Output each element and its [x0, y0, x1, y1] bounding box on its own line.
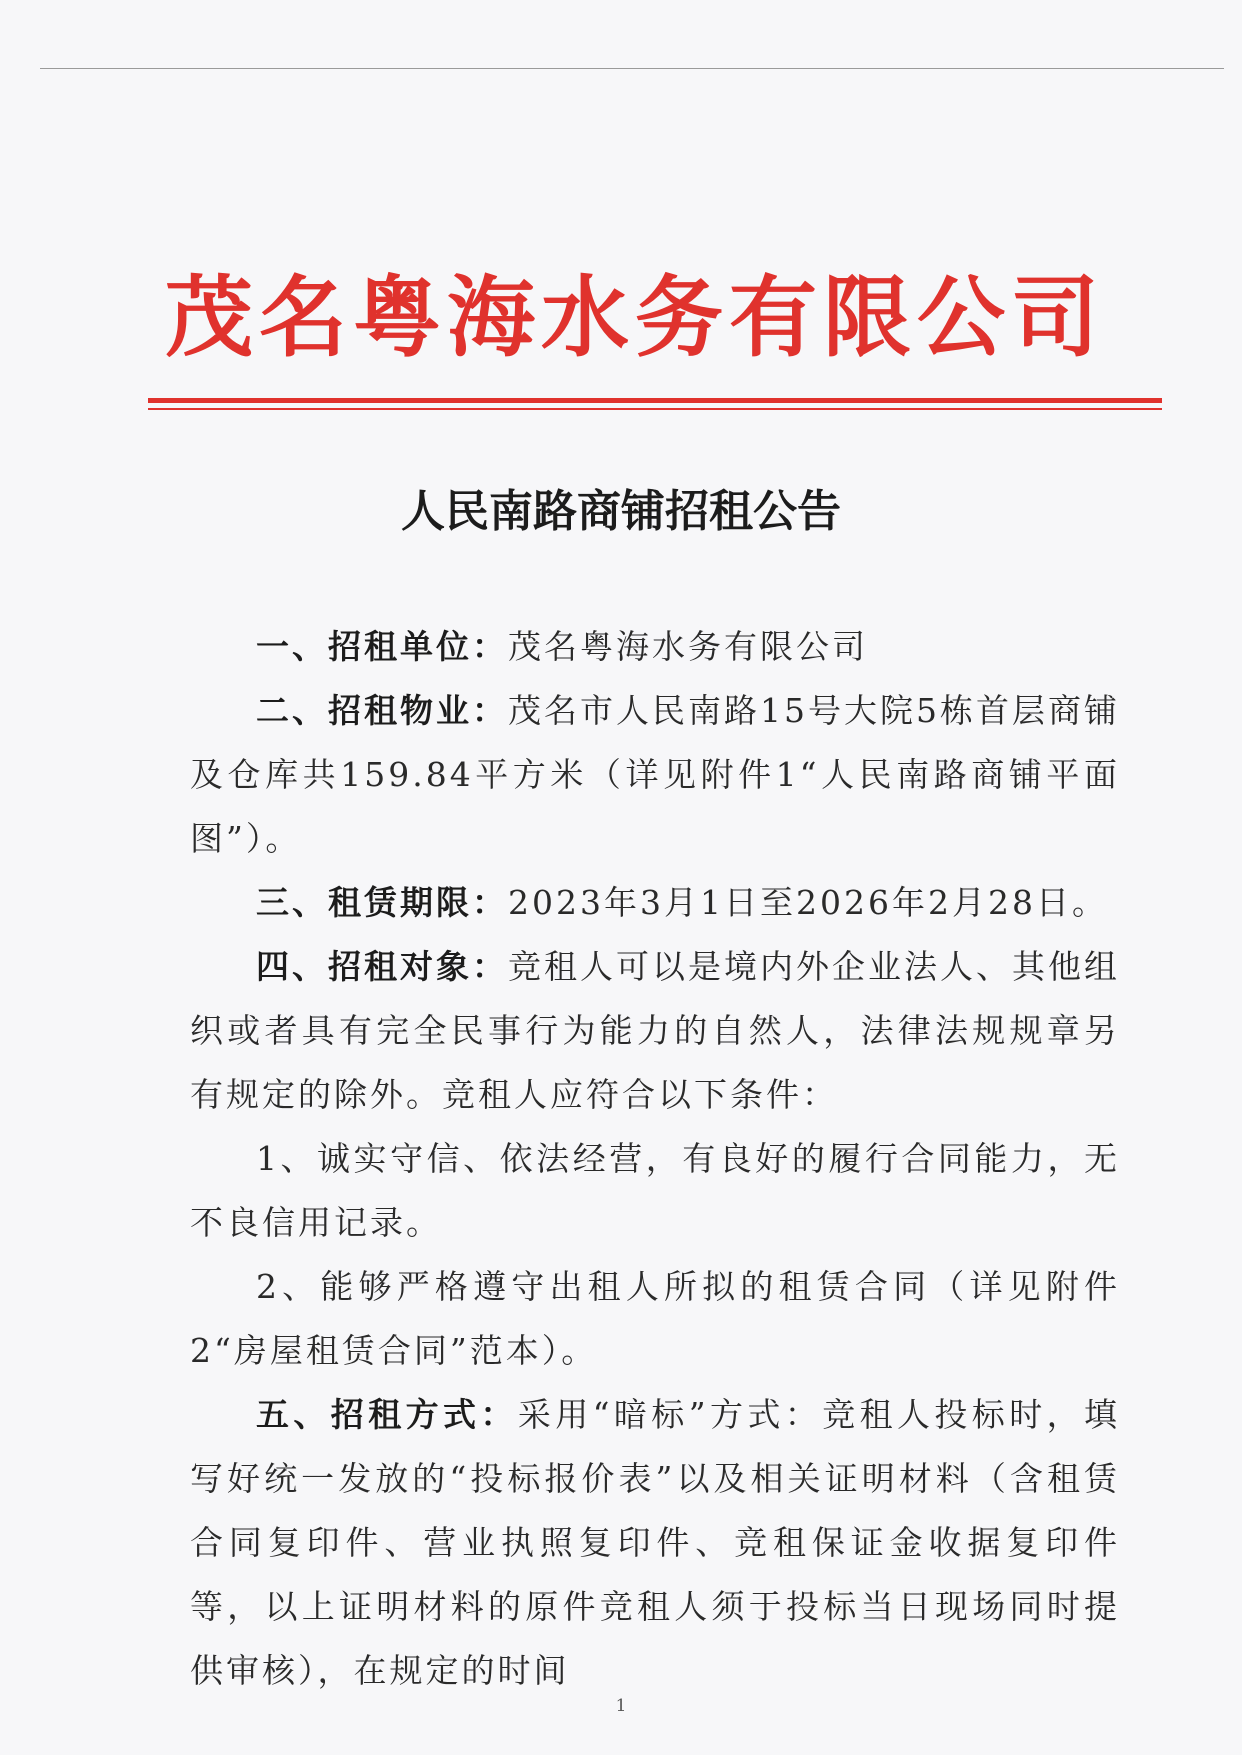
- document-title: 人民南路商铺招租公告: [401, 486, 841, 537]
- page-number: 1: [615, 1696, 627, 1716]
- section-bidding-method: [190, 1383, 1120, 1703]
- document-body: [190, 615, 1120, 1703]
- section-label: 一、招租单位：: [256, 627, 508, 666]
- section-lease-term: [190, 871, 1120, 935]
- section-label: 二、招租物业：: [256, 691, 508, 730]
- masthead-rule-thin: [148, 408, 1162, 410]
- section-text: 2、能够严格遵守出租人所拟的租赁合同（详见附件2“房屋租赁合同”范本）。: [190, 1267, 1120, 1370]
- section-text: 茂名粤海水务有限公司: [508, 627, 868, 666]
- section-text: 采用“暗标”方式：竞租人投标时，填写好统一发放的“投标报价表”以及相关证明材料（含租赁合同复印件、营业执照复印件、竞租保证金收据复印件等，以上证明材料的原件竞租人须于投标当日现场同时提供审核），在规定的时间: [190, 1395, 1121, 1690]
- section-text: 2023年3月1日至2026年2月28日。: [508, 883, 1108, 922]
- section-text: 茂名市人民南路15号大院5栋首层商铺及仓库共159.84平方米（详见附件1“人民南路商铺平面图”）。: [190, 691, 1120, 858]
- scan-edge-line: [40, 68, 1224, 69]
- condition-item-1: [190, 1127, 1120, 1255]
- company-masthead: 茂名粤海水务有限公司: [164, 266, 1105, 369]
- section-recruiting-unit: [190, 615, 1120, 679]
- section-eligible-bidders: [190, 935, 1120, 1127]
- section-label: 四、招租对象：: [256, 947, 508, 986]
- section-text: 1、诚实守信、依法经营，有良好的履行合同能力，无不良信用记录。: [190, 1139, 1120, 1242]
- section-property: [190, 679, 1120, 871]
- section-label: 三、租赁期限：: [256, 883, 508, 922]
- section-label: 五、招租方式：: [256, 1395, 518, 1434]
- section-text: 竞租人可以是境内外企业法人、其他组织或者具有完全民事行为能力的自然人，法律法规规章另有规定的除外。竞租人应符合以下条件：: [190, 947, 1120, 1114]
- condition-item-2: [190, 1255, 1120, 1383]
- masthead-rule-thick: [148, 398, 1162, 403]
